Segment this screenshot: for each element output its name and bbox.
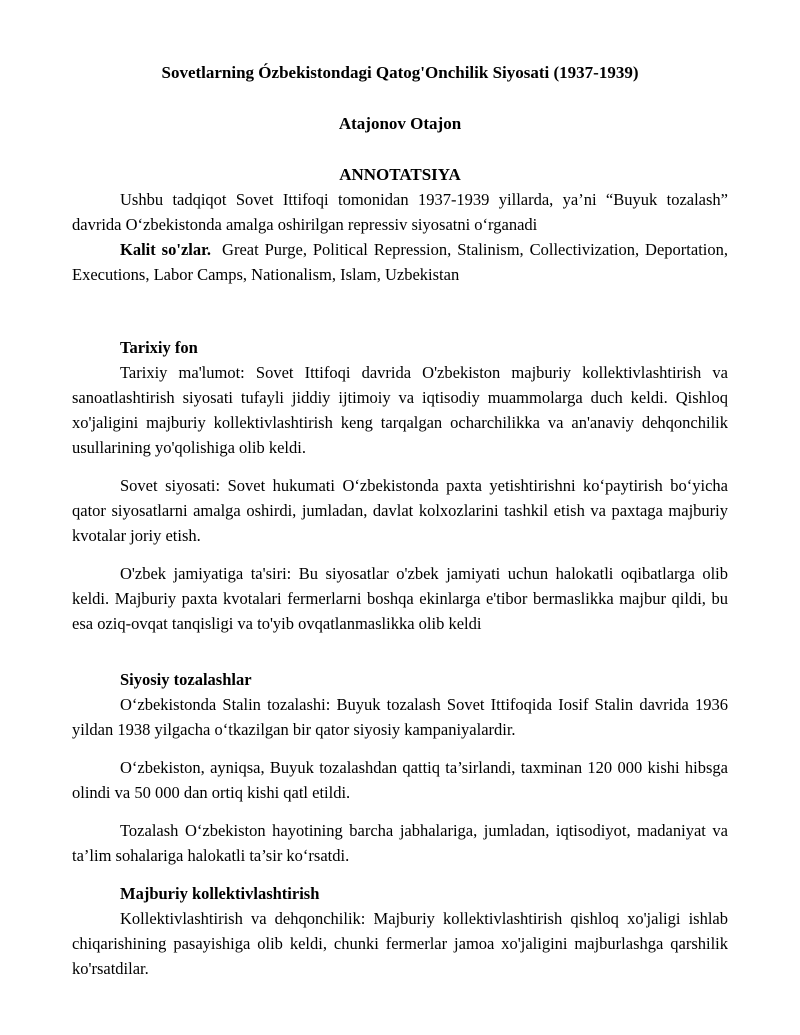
keywords-text: Great Purge, Political Repression, Stalinism, Collectivization, Deportation, Executions, Labor Camps, Nationalism, Islam, Uzbekistan [72, 240, 728, 284]
section-heading-siyosiy-tozalashlar: Siyosiy tozalashlar [120, 670, 252, 689]
paragraph-buyuk-tozalash-tasiri: Oʻzbekiston, ayniqsa, Buyuk tozalashdan qattiq ta’sirlandi, taxminan 120 000 kishi hibsga olindi va 50 000 dan ortiq kishi qatl etildi. [72, 758, 728, 802]
section-heading-majburiy-kollektivlashtirish: Majburiy kollektivlashtirish [120, 884, 320, 903]
document-title: Sovetlarning Ózbekistondagi Qatog'Onchilik Siyosati (1937-1939) [161, 63, 639, 82]
annotation-heading: ANNOTATSIYA [339, 165, 461, 184]
document-author: Atajonov Otajon [338, 114, 462, 133]
section-heading-tarixiy-fon: Tarixiy fon [120, 338, 198, 357]
paragraph-tozalash-jabhalari: Tozalash Oʻzbekiston hayotining barcha jabhalariga, jumladan, iqtisodiyot, madaniyat va ta’lim sohalariga halokatli ta’sir koʻrsatdi. [72, 821, 728, 865]
paragraph-tarixiy-malumot: Tarixiy ma'lumot: Sovet Ittifoqi davrida O'zbekiston majburiy kollektivlashtirish va sanoatlashtirish siyosati tufayli jiddiy ijtimoiy va iqtisodiy muammolarga duch keldi. Qishloq xo'jaligini majburiy kollektivlashtirish keng tarqalgan ocharchilikka va an'anaviy dehqonchilik usullarining yo'qolishiga olib keldi. [72, 363, 728, 457]
paragraph-ozbek-jamiyatiga-tasiri: O'zbek jamiyatiga ta'siri: Bu siyosatlar o'zbek jamiyati uchun halokatli oqibatlarga olib keldi. Majburiy paxta kvotalari fermerlarni boshqa ekinlarga e'tibor bermaslikka majbur qildi, bu esa oziq-ovqat tanqisligi va to'yib ovqatlanmaslikka olib keldi [72, 564, 728, 633]
keywords-label: Kalit so'zlar. [120, 240, 212, 259]
paragraph-stalin-tozalashi: Oʻzbekistonda Stalin tozalashi: Buyuk tozalash Sovet Ittifoqida Iosif Stalin davrida 1936 yildan 1938 yilgacha oʻtkazilgan bir qator siyosiy kampaniyalardir. [72, 695, 728, 739]
paragraph-kollektivlashtirish-dehqonchilik: Kollektivlashtirish va dehqonchilik: Majburiy kollektivlashtirish qishloq xo'jaligi ishlab chiqarishining pasayishiga olib keldi, chunki fermerlar jamoa xo'jaligini majburlashga qarshilik ko'rsatdilar. [72, 909, 728, 978]
annotation-paragraph: Ushbu tadqiqot Sovet Ittifoqi tomonidan 1937-1939 yillarda, ya’ni “Buyuk tozalash” davrida Oʻzbekistonda amalga oshirilgan repressiv siyosatni oʻrganadi [72, 190, 728, 234]
keywords-paragraph [72, 237, 728, 287]
paragraph-sovet-siyosati: Sovet siyosati: Sovet hukumati Oʻzbekistonda paxta yetishtirishni koʻpaytirish boʻyicha qator siyosatlarni amalga oshirdi, jumladan, davlat kolxozlarini tashkil etish va paxtaga majburiy kvotalar joriy etish. [72, 476, 728, 545]
